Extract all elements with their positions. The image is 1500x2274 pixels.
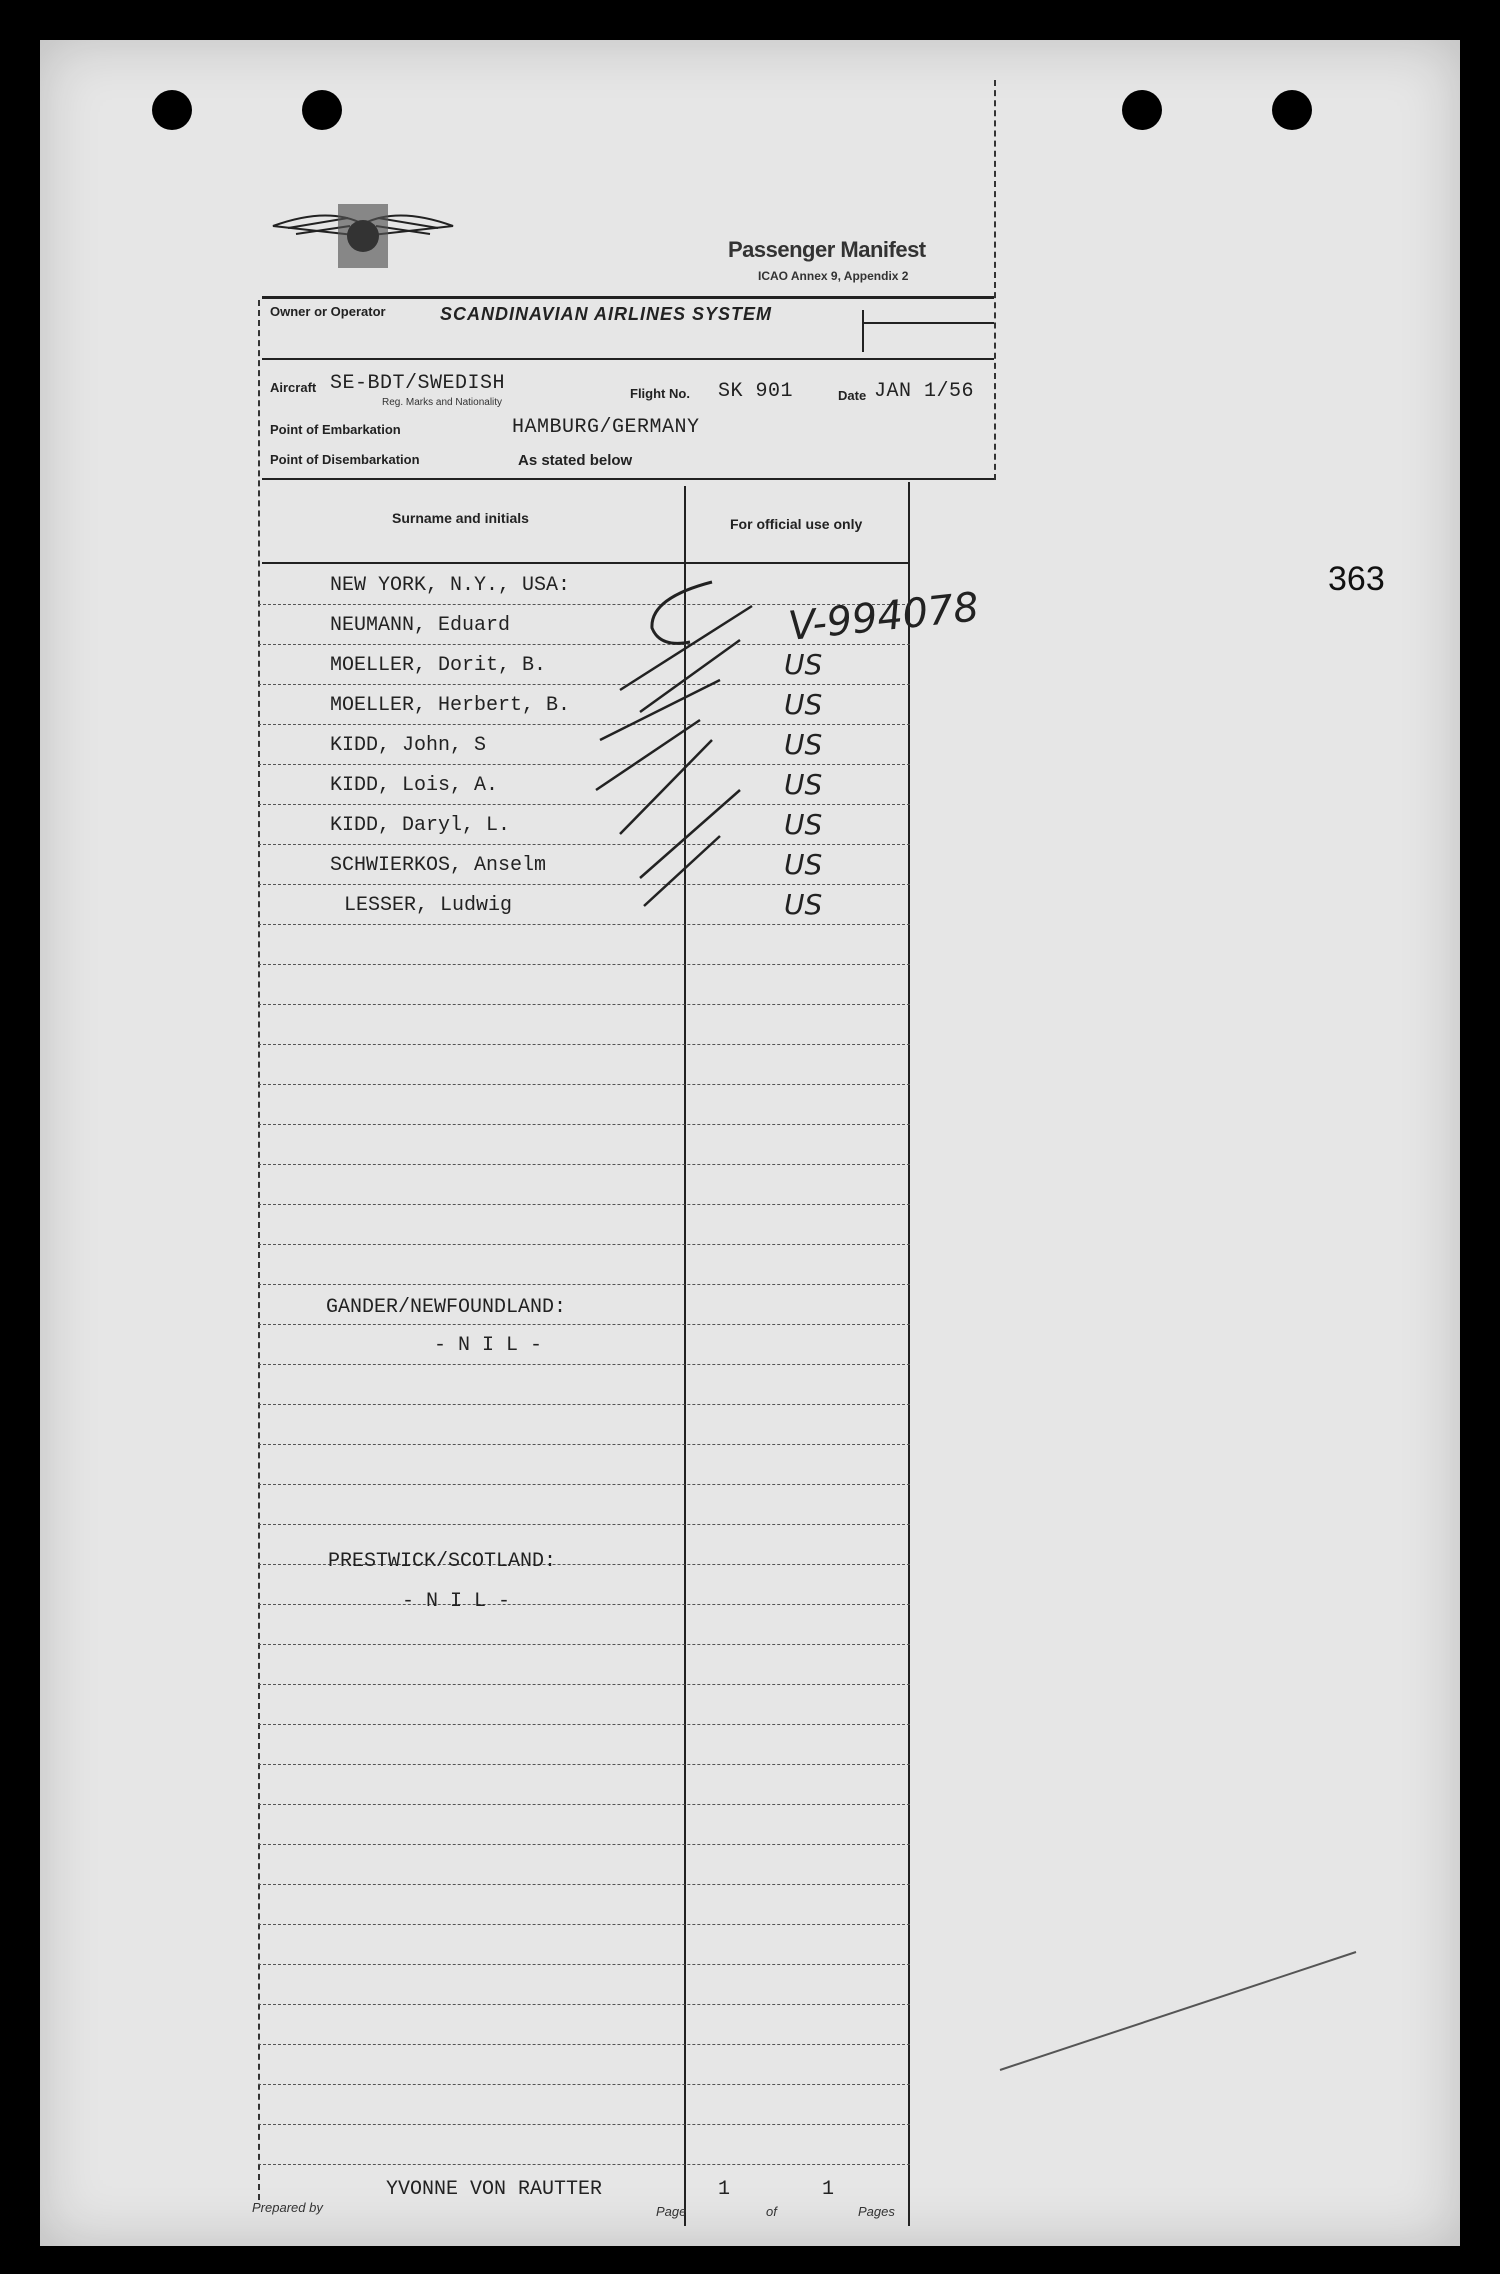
row-rule <box>258 804 910 805</box>
row-rule <box>258 1684 910 1685</box>
row-rule <box>258 1484 910 1485</box>
official-column-header: For official use only <box>730 516 863 532</box>
flight-value: SK 901 <box>718 380 794 403</box>
aircraft-value: SE-BDT/SWEDISH <box>330 372 506 395</box>
of-label: of <box>766 2204 777 2219</box>
row-rule <box>258 1004 910 1005</box>
row-rule <box>258 684 910 685</box>
stamp-number: 363 <box>1328 560 1385 598</box>
owner-label: Owner or Operator <box>270 304 386 319</box>
passenger-name: SCHWIERKOS, Anselm <box>330 854 547 877</box>
passenger-name: NEUMANN, Eduard <box>330 614 511 637</box>
handwritten-code: V-994078 <box>786 584 982 650</box>
punch-hole <box>1272 90 1312 130</box>
form-right-edge <box>994 80 996 480</box>
row-rule <box>258 1604 910 1605</box>
row-rule <box>258 1044 910 1045</box>
aircraft-label: Aircraft <box>270 380 317 395</box>
manifest-sheet <box>40 40 1460 2246</box>
embark-value: HAMBURG/GERMANY <box>512 416 700 439</box>
nil-note: - N I L - <box>402 1590 511 1613</box>
table-header-rule <box>262 562 908 564</box>
embark-label: Point of Embarkation <box>270 422 401 437</box>
form-subtitle: ICAO Annex 9, Appendix 2 <box>758 269 909 283</box>
passenger-name: MOELLER, Herbert, B. <box>330 694 571 717</box>
punch-hole <box>302 90 342 130</box>
punch-hole <box>152 90 192 130</box>
row-rule <box>258 1844 910 1845</box>
airline-logo <box>268 196 458 286</box>
row-rule <box>258 1964 910 1965</box>
passenger-name: MOELLER, Dorit, B. <box>330 654 547 677</box>
flight-label: Flight No. <box>630 386 690 401</box>
row-rule <box>258 1124 910 1125</box>
row-rule <box>258 844 910 845</box>
row-rule <box>258 1404 910 1405</box>
page-number: 1 <box>718 2178 731 2201</box>
row-rule <box>258 924 910 925</box>
destination-heading: GANDER/NEWFOUNDLAND: <box>326 1296 567 1319</box>
pages-label: Pages <box>858 2204 895 2219</box>
row-rule <box>258 1364 910 1365</box>
row-rule <box>258 1884 910 1885</box>
passenger-name: KIDD, John, S <box>330 734 487 757</box>
disembark-label: Point of Disembarkation <box>270 452 420 467</box>
form-title: Passenger Manifest <box>728 237 926 262</box>
row-rule <box>258 1324 910 1325</box>
header-rule <box>262 296 994 299</box>
official-mark: US <box>784 888 823 921</box>
row-rule <box>258 764 910 765</box>
official-mark: US <box>784 688 823 721</box>
prepared-label: Prepared by <box>252 2200 323 2215</box>
passenger-name: KIDD, Lois, A. <box>330 774 499 797</box>
total-pages: 1 <box>822 2178 835 2201</box>
row-rule <box>258 1524 910 1525</box>
row-rule <box>258 604 910 605</box>
passenger-name: KIDD, Daryl, L. <box>330 814 511 837</box>
destination-heading: PRESTWICK/SCOTLAND: <box>328 1550 557 1573</box>
row-rule <box>258 2004 910 2005</box>
official-mark: US <box>784 808 823 841</box>
punch-hole <box>1122 90 1162 130</box>
row-rule <box>258 644 910 645</box>
form-left-edge <box>258 300 260 2200</box>
row-rule <box>258 724 910 725</box>
header-bottom-rule <box>262 478 994 480</box>
owner-value: SCANDINAVIAN AIRLINES SYSTEM <box>440 304 773 324</box>
row-rule <box>258 1244 910 1245</box>
owner-rule <box>862 322 994 324</box>
nil-note: - N I L - <box>434 1334 543 1357</box>
surname-column-header: Surname and initials <box>392 510 529 526</box>
owner-divider <box>862 310 864 352</box>
row-rule <box>258 1284 910 1285</box>
column-divider <box>684 486 686 2226</box>
row-rule <box>258 1764 910 1765</box>
owner-rule-bottom <box>262 358 994 360</box>
official-mark: US <box>784 648 823 681</box>
disembark-value: As stated below <box>518 452 633 469</box>
row-rule <box>258 1724 910 1725</box>
row-rule <box>258 2044 910 2045</box>
row-rule <box>258 2124 910 2125</box>
official-mark: US <box>784 768 823 801</box>
row-rule <box>258 884 910 885</box>
row-rule <box>258 2164 910 2165</box>
row-rule <box>258 1804 910 1805</box>
row-rule <box>258 1444 910 1445</box>
official-mark: US <box>784 728 823 761</box>
row-rule <box>258 1164 910 1165</box>
row-rule <box>258 964 910 965</box>
date-label: Date <box>838 388 867 403</box>
row-rule <box>258 1204 910 1205</box>
destination-heading: NEW YORK, N.Y., USA: <box>330 574 571 597</box>
page-label: Page <box>656 2204 687 2219</box>
row-rule <box>258 1644 910 1645</box>
prepared-value: YVONNE VON RAUTTER <box>386 2178 603 2201</box>
date-value: JAN 1/56 <box>874 380 975 403</box>
aircraft-sublabel: Reg. Marks and Nationality <box>382 397 503 408</box>
row-rule <box>258 1924 910 1925</box>
passenger-name: LESSER, Ludwig <box>344 894 513 917</box>
row-rule <box>258 1084 910 1085</box>
official-mark: US <box>784 848 823 881</box>
row-rule <box>258 2084 910 2085</box>
